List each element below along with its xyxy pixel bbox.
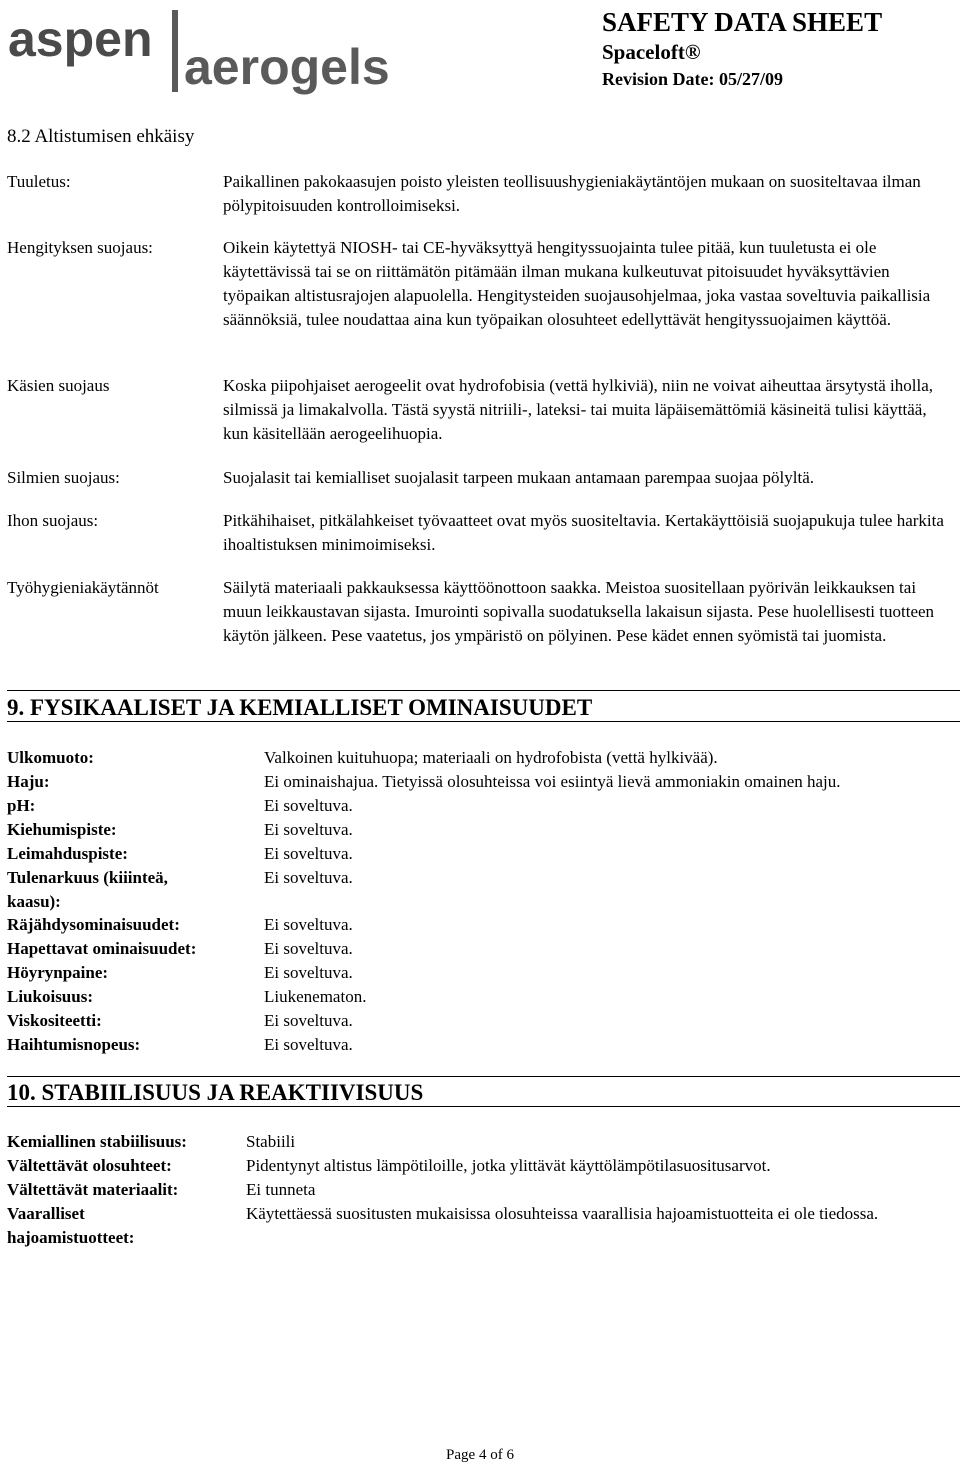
property-label: Räjähdysominaisuudet: bbox=[7, 915, 180, 934]
svg-text:aspen: aspen bbox=[8, 11, 153, 67]
property-value: Ei soveltuva. bbox=[264, 796, 353, 815]
property-label: Viskositeetti: bbox=[7, 1011, 102, 1030]
stability-label: Kemiallinen stabiilisuus: bbox=[7, 1132, 187, 1151]
property-value: Ei soveltuva. bbox=[264, 844, 353, 863]
respiratory-protection-text: Oikein käytettyä NIOSH- tai CE-hyväksyttyä hengityssuojainta tulee pitää, kun tuuletusta ei ole käytettävissä tai se on riittämätön pitämään ilman mukana kulkeutuvat pitoisuudet hyväksyttävien työpaikan altistusrajojen alapuolella. Hengitysteiden suojausohjelmaa, joka vastaa soveltuvia paikallisia säännöksiä, tulee noudattaa aina kun työpaikan olosuhteet edellyttävät hengityssuojaimen käyttöä. bbox=[223, 238, 931, 329]
property-value: Ei soveltuva. bbox=[264, 868, 353, 887]
hazardous-decomposition-value: Käytettäessä suositusten mukaisissa olosuhteissa vaarallisia hajoamistuotteita ei ole tiedossa. bbox=[246, 1204, 879, 1223]
conditions-to-avoid-value: Pidentynyt altistus lämpötiloille, jotka ylittävät käyttölämpötilasuositusarvot. bbox=[246, 1156, 771, 1175]
stability-value: Stabiili bbox=[246, 1132, 296, 1151]
property-value: Ei soveltuva. bbox=[264, 1035, 353, 1054]
property-value: Ei soveltuva. bbox=[264, 820, 353, 839]
aspen-aerogels-logo bbox=[6, 4, 406, 96]
property-label: Haju: bbox=[7, 772, 50, 791]
section-9-top-rule bbox=[7, 690, 960, 691]
work-hygiene-text: Säilytä materiaali pakkauksessa käyttöönottoon saakka. Meistoa suositellaan pyörivän leikkauksen tai muun leikkaustavan sijasta. Imurointi sopivalla suodatuksella lakaisun sijasta. Pese huolellisesti tuotteen käytön jälkeen. Pese vaatetus, jos ympäristö on pölyinen. Pese kädet ennen syömistä tai juomista. bbox=[223, 578, 935, 645]
section-9-title: 9. FYSIKAALISET JA KEMIALLISET OMINAISUUDET bbox=[7, 695, 593, 720]
property-value: Ei soveltuva. bbox=[264, 1011, 353, 1030]
property-label: pH: bbox=[7, 796, 36, 815]
section-9-bottom-rule bbox=[7, 721, 960, 722]
eye-protection-label: Silmien suojaus: bbox=[7, 468, 120, 487]
page-number: Page 4 of 6 bbox=[446, 1447, 514, 1463]
property-label: Kiehumispiste: bbox=[7, 820, 117, 839]
section-10-bottom-rule bbox=[7, 1106, 960, 1107]
property-label: Höyrynpaine: bbox=[7, 963, 109, 982]
property-label: Haihtumisnopeus: bbox=[7, 1035, 141, 1054]
respiratory-protection-label: Hengityksen suojaus: bbox=[7, 238, 153, 257]
eye-protection-text: Suojalasit tai kemialliset suojalasit tarpeen mukaan antamaan parempaa suojaa pölyltä. bbox=[223, 468, 815, 487]
document-title: SAFETY DATA SHEET bbox=[602, 7, 883, 37]
materials-to-avoid-value: Ei tunneta bbox=[246, 1180, 316, 1199]
property-label: Ulkomuoto: bbox=[7, 748, 94, 767]
svg-text:aerogels: aerogels bbox=[184, 39, 390, 95]
conditions-to-avoid-label: Vältettävät olosuhteet: bbox=[7, 1156, 172, 1175]
property-label: Hapettavat ominaisuudet: bbox=[7, 939, 197, 958]
property-value: Ei soveltuva. bbox=[264, 939, 353, 958]
hand-protection-label: Käsien suojaus bbox=[7, 376, 110, 395]
section-10-top-rule bbox=[7, 1076, 960, 1077]
property-value: Liukenematon. bbox=[264, 987, 367, 1006]
property-value: Ei soveltuva. bbox=[264, 963, 353, 982]
document-header bbox=[602, 6, 882, 92]
section-8-2-title: 8.2 Altistumisen ehkäisy bbox=[7, 126, 195, 147]
hazardous-decomposition-label: Vaaralliset hajoamistuotteet: bbox=[7, 1204, 135, 1247]
work-hygiene-label: Työhygieniakäytännöt bbox=[7, 578, 159, 597]
ventilation-text: Paikallinen pakokaasujen poisto yleisten teollisuushygieniakäytäntöjen mukaan on suositeltavaa ilman pölypitoisuuden kontrolloimiseksi. bbox=[223, 172, 921, 215]
property-label: Liukoisuus: bbox=[7, 987, 93, 1006]
property-value: Ei ominaishajua. Tietyissä olosuhteissa voi esiintyä lievä ammoniakin omainen haju. bbox=[264, 772, 841, 791]
section-10-title: 10. STABIILISUUS JA REAKTIIVISUUS bbox=[7, 1080, 424, 1105]
property-label: Leimahduspiste: bbox=[7, 844, 128, 863]
property-value: Ei soveltuva. bbox=[264, 915, 353, 934]
ventilation-label: Tuuletus: bbox=[7, 172, 71, 191]
hand-protection-text: Koska piipohjaiset aerogeelit ovat hydrofobisia (vettä hylkiviä), niin ne voivat aiheuttaa ärsytystä iholla, silmissä ja limakalvolla. Tästä syystä nitriili-, lateksi- tai muita läpäisemättömiä käsineitä tulisi käyttää, kun käsitellään aerogeelihuopia. bbox=[223, 376, 934, 443]
skin-protection-text: Pitkähihaiset, pitkälahkeiset työvaatteet ovat myös suositeltavia. Kertakäyttöisiä suojapukuja tulee harkita ihoaltistuksen minimoimiseksi. bbox=[223, 511, 944, 554]
product-name: Spaceloft® bbox=[602, 40, 701, 64]
skin-protection-label: Ihon suojaus: bbox=[7, 511, 99, 530]
property-label: Tulenarkuus (kiiinteä, kaasu): bbox=[7, 868, 168, 911]
materials-to-avoid-label: Vältettävät materiaalit: bbox=[7, 1180, 179, 1199]
property-value: Valkoinen kuituhuopa; materiaali on hydrofobista (vettä hylkivää). bbox=[264, 748, 718, 767]
revision-date: Revision Date: 05/27/09 bbox=[602, 69, 783, 89]
